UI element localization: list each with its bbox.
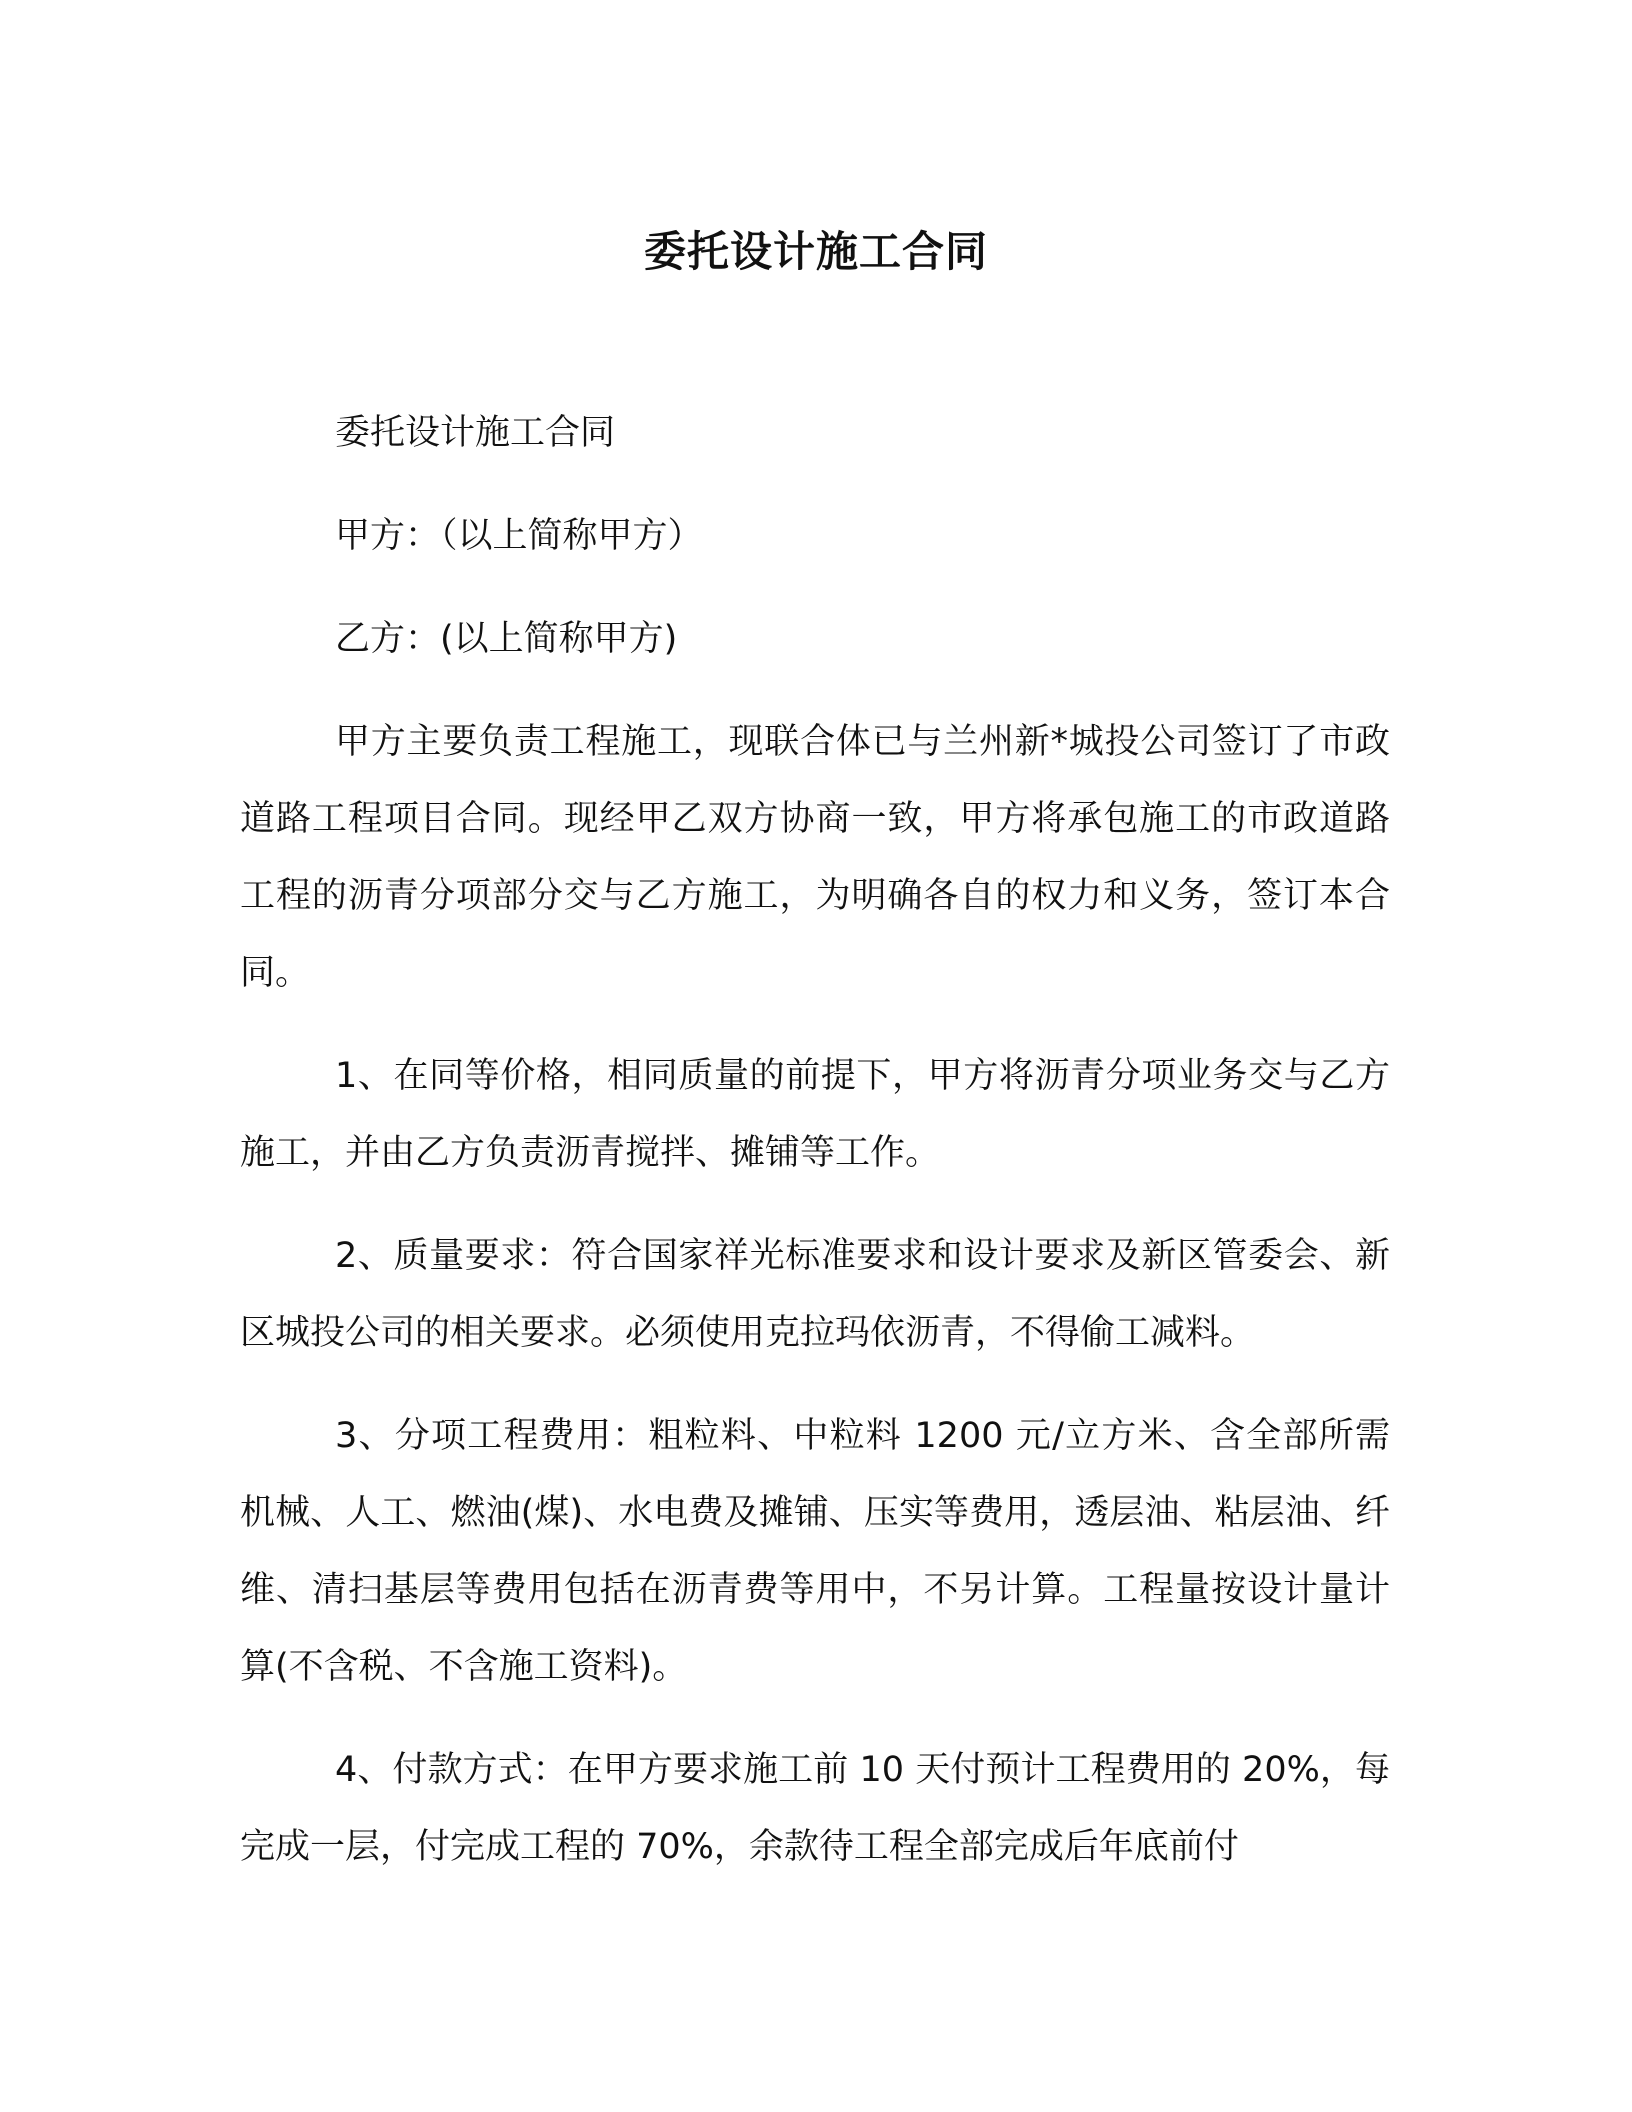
paragraph-heading: 委托设计施工合同: [335, 413, 616, 453]
document-body: [240, 395, 1390, 1912]
document-title: 委托设计施工合同: [643, 227, 988, 276]
paragraph-clause-2: 2、质量要求：符合国家祥光标准要求和设计要求及新区管委会、新区城投公司的相关要求。必须使用克拉玛依沥青，不得偷工减料。: [240, 1236, 1390, 1353]
paragraph-intro: 甲方主要负责工程施工，现联合体已与兰州新*城投公司签订了市政道路工程项目合同。现经甲乙双方协商一致，甲方将承包施工的市政道路工程的沥青分项部分交与乙方施工，为明确各自的权力和义务，签订本合同。: [240, 722, 1390, 993]
paragraph-clause-3: 3、分项工程费用：粗粒料、中粒料 1200 元/立方米、含全部所需机械、人工、燃油(煤)、水电费及摊铺、压实等费用，透层油、粘层油、纤维、清扫基层等费用包括在沥青费等用中，不另计算。工程量按设计量计算(不含税、不含施工资料)。: [240, 1416, 1390, 1687]
paragraph-party-b: 乙方：(以上简称甲方): [335, 619, 678, 659]
paragraph-clause-4: 4、付款方式：在甲方要求施工前 10 天付预计工程费用的 20%，每完成一层，付完成工程的 70%，余款待工程全部完成后年底前付: [240, 1750, 1390, 1867]
paragraph-party-a: 甲方：（以上简称甲方）: [335, 516, 703, 556]
paragraph-clause-1: 1、在同等价格，相同质量的前提下，甲方将沥青分项业务交与乙方施工，并由乙方负责沥青搅拌、摊铺等工作。: [240, 1056, 1390, 1173]
